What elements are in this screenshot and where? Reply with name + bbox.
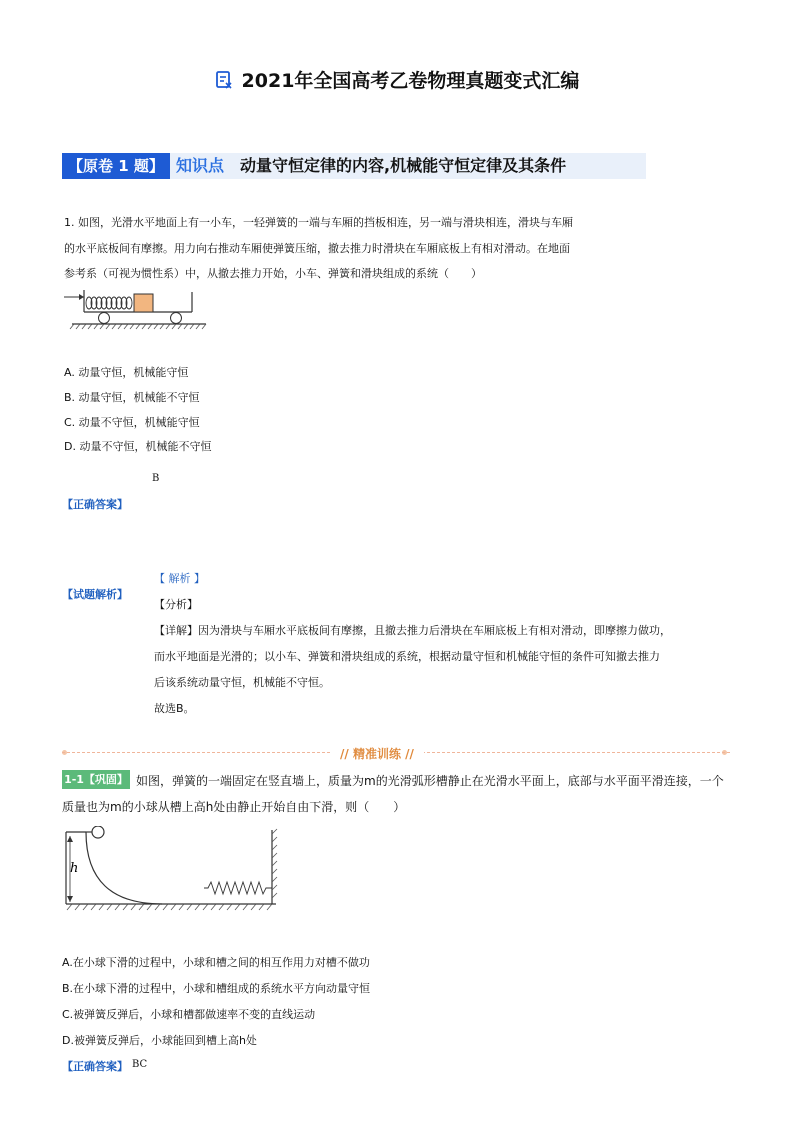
q2-line-1: 如图，弹簧的一端固定在竖直墙上，质量为m的光滑弧形槽静止在光滑水平面上，底部与水平面平滑连接，一个 [136, 774, 724, 788]
q2-option-d: D.被弹簧反弹后，小球能回到槽上高h处 [62, 1034, 257, 1047]
analysis-line-4: 故选B。 [154, 702, 195, 715]
q1-option-d: D. 动量不守恒，机械能不守恒 [64, 440, 212, 453]
q1-option-c: C. 动量不守恒，机械能守恒 [64, 416, 200, 429]
q1-option-b: B. 动量守恒，机械能不守恒 [64, 391, 200, 404]
analysis-heading: 【 解析 】 [154, 572, 205, 585]
analysis-line-3: 后该系统动量守恒，机械能不守恒。 [154, 676, 330, 689]
height-label: h [70, 861, 79, 876]
q2-option-b: B.在小球下滑的过程中，小球和槽组成的系统水平方向动量守恒 [62, 982, 371, 995]
q1-line-3: 参考系（可视为惯性系）中，从撤去推力开始，小车、弹簧和滑块组成的系统（ ） [64, 267, 482, 280]
q2-option-a: A.在小球下滑的过程中，小球和槽之间的相互作用力对槽不做功 [62, 956, 370, 969]
q2-line-2: 质量也为m的小球从槽上高h处由静止开始自由下滑，则（ ） [62, 800, 406, 814]
training-title-text: 精准训练 [352, 747, 401, 761]
q1-answer-label: 【正确答案】 [62, 498, 128, 511]
cart-spring-figure [64, 288, 210, 332]
knowledge-point-label: 知识点 [176, 156, 225, 175]
title-text: 2021年全国高考乙卷物理真题变式汇编 [241, 70, 580, 92]
analysis-subheading: 【分析】 [154, 598, 198, 611]
slash-icon: // [340, 747, 349, 761]
analysis-line-2: 而水平地面是光滑的；以小车、弹簧和滑块组成的系统，根据动量守恒和机械能守恒的条件可知撤去推力 [154, 650, 660, 663]
q1-line-2: 的水平底板间有摩擦。用力向右推动车厢使弹簧压缩，撤去推力时滑块在车厢底板上有相对滑动。在地面 [64, 242, 570, 255]
q2-answer-value: BC [132, 1059, 148, 1070]
q2-option-c: C.被弹簧反弹后，小球和槽都做速率不变的直线运动 [62, 1008, 316, 1021]
q1-answer-value: B [152, 473, 160, 484]
slash-icon: // [405, 747, 414, 761]
knowledge-point-text: 动量守恒定律的内容,机械能守恒定律及其条件 [240, 156, 567, 175]
document-icon [214, 70, 234, 95]
curved-slot-figure [62, 826, 284, 914]
section-tag: 【原卷 1 题】 [62, 153, 170, 179]
q2-answer-label: 【正确答案】 [62, 1060, 128, 1073]
page-title [0, 66, 793, 95]
training-title [330, 745, 424, 762]
q2-badge: 1-1【巩固】 [62, 770, 130, 789]
q1-line-1: 1. 如图，光滑水平地面上有一小车，一轻弹簧的一端与车厢的挡板相连，另一端与滑块相连，滑块与车厢 [64, 216, 573, 229]
q1-analysis-label: 【试题解析】 [62, 588, 128, 601]
analysis-line-1: 【详解】因为滑块与车厢水平底板间有摩擦，且撤去推力后滑块在车厢底板上有相对滑动，即摩擦力做功， [154, 624, 671, 637]
q1-option-a: A. 动量守恒，机械能守恒 [64, 366, 189, 379]
